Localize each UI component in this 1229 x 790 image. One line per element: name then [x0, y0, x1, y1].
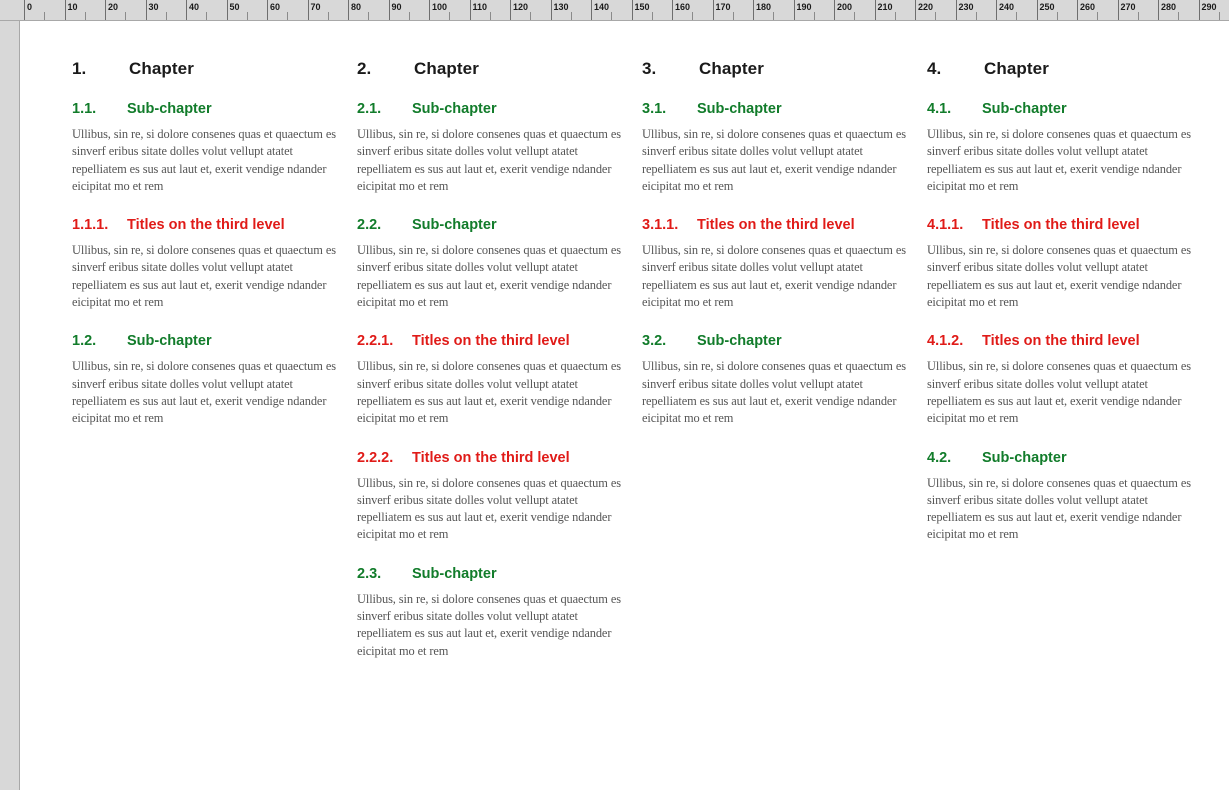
subchapter-heading	[72, 101, 339, 117]
body-paragraph: Ullibus, sin re, si dolore consenes quas et quaectum es sinverf eribus sitate dolles volut vellupt atatet repelliatem es sus aut laut et, exerit vendige ndander eicipitat mo et rem	[642, 359, 906, 426]
ruler-tick-minor	[409, 12, 410, 20]
chapter-column	[72, 59, 357, 682]
ruler-tick-minor	[1219, 12, 1220, 20]
ruler-tick-minor	[895, 12, 896, 20]
ruler-tick-label: 150	[634, 2, 650, 12]
ruler-tick-minor	[287, 12, 288, 20]
ruler-tick-label: 210	[877, 2, 893, 12]
ruler-tick-label: 290	[1201, 2, 1217, 12]
ruler-tick-label: 70	[310, 2, 321, 12]
ruler-tick-label: 200	[837, 2, 853, 12]
body-paragraph: Ullibus, sin re, si dolore consenes quas et quaectum es sinverf eribus sitate dolles volut vellupt atatet repelliatem es sus aut laut et, exerit vendige ndander eicipitat mo et rem	[357, 359, 621, 426]
third-level-heading	[357, 450, 624, 466]
chapter-heading	[642, 59, 909, 79]
ruler-tick-label: 190	[796, 2, 812, 12]
ruler-tick-label: 260	[1080, 2, 1096, 12]
ruler-tick	[875, 0, 876, 20]
ruler-tick	[753, 0, 754, 20]
heading-label: Titles on the third level	[697, 217, 855, 234]
ruler-tick-label: 180	[756, 2, 772, 12]
ruler-tick-label: 80	[351, 2, 362, 12]
body-paragraph: Ullibus, sin re, si dolore consenes quas et quaectum es sinverf eribus sitate dolles volut vellupt atatet repelliatem es sus aut laut et, exerit vendige ndander eicipitat mo et rem	[642, 243, 906, 310]
subchapter-heading	[357, 101, 624, 117]
ruler-tick-minor	[247, 12, 248, 20]
heading-number: 2.2.2.	[357, 449, 394, 466]
ruler-tick-label: 270	[1120, 2, 1136, 12]
body-paragraph: Ullibus, sin re, si dolore consenes quas et quaectum es sinverf eribus sitate dolles volut vellupt atatet repelliatem es sus aut laut et, exerit vendige ndander eicipitat mo et rem	[72, 359, 336, 426]
heading-number: 3.1.	[642, 101, 667, 117]
ruler-tick-label: 20	[108, 2, 119, 12]
body-paragraph: Ullibus, sin re, si dolore consenes quas et quaectum es sinverf eribus sitate dolles volut vellupt atatet repelliatem es sus aut laut et, exerit vendige ndander eicipitat mo et rem	[357, 127, 621, 193]
ruler-tick-label: 10	[67, 2, 78, 12]
ruler-tick	[1077, 0, 1078, 20]
document-canvas[interactable]	[20, 21, 1229, 790]
heading-label: Sub-chapter	[697, 101, 782, 117]
body-paragraph: Ullibus, sin re, si dolore consenes quas et quaectum es sinverf eribus sitate dolles volut vellupt atatet repelliatem es sus aut laut et, exerit vendige ndander eicipitat mo et rem	[927, 127, 1191, 193]
ruler-tick-minor	[490, 12, 491, 20]
third-level-heading	[642, 217, 909, 233]
ruler-tick-label: 140	[594, 2, 610, 12]
heading-label: Sub-chapter	[127, 333, 212, 350]
chapter-columns	[72, 59, 1212, 682]
chapter-title: Chapter	[984, 59, 1049, 78]
heading-label: Titles on the third level	[982, 333, 1140, 350]
ruler-tick	[672, 0, 673, 20]
heading-number: 2.3.	[357, 565, 382, 582]
subchapter-heading	[642, 333, 909, 349]
ruler-tick-label: 0	[27, 2, 33, 12]
heading-number: 1.1.1.	[72, 217, 109, 234]
ruler-tick	[956, 0, 957, 20]
ruler-tick-label: 110	[472, 2, 488, 12]
third-level-heading	[357, 333, 624, 349]
heading-number: 2.2.1.	[357, 333, 394, 350]
ruler-tick	[146, 0, 147, 20]
ruler-tick	[551, 0, 552, 20]
ruler-tick-label: 280	[1161, 2, 1177, 12]
ruler-tick	[1118, 0, 1119, 20]
ruler-tick-minor	[125, 12, 126, 20]
subchapter-heading	[357, 566, 624, 582]
ruler-tick	[915, 0, 916, 20]
body-paragraph: Ullibus, sin re, si dolore consenes quas et quaectum es sinverf eribus sitate dolles volut vellupt atatet repelliatem es sus aut laut et, exerit vendige ndander eicipitat mo et rem	[357, 591, 621, 658]
heading-number: 4.2.	[927, 449, 952, 466]
heading-label: Titles on the third level	[127, 217, 285, 234]
ruler-tick-minor	[166, 12, 167, 20]
heading-label: Titles on the third level	[412, 333, 570, 350]
ruler-tick	[389, 0, 390, 20]
ruler-tick-minor	[206, 12, 207, 20]
chapter-heading	[72, 59, 339, 79]
ruler-tick	[591, 0, 592, 20]
ruler-tick-label: 240	[999, 2, 1015, 12]
ruler-tick-label: 230	[958, 2, 974, 12]
document-page	[72, 59, 1212, 682]
body-paragraph: Ullibus, sin re, si dolore consenes quas et quaectum es sinverf eribus sitate dolles volut vellupt atatet repelliatem es sus aut laut et, exerit vendige ndander eicipitat mo et rem	[357, 243, 621, 310]
heading-number: 4.1.2.	[927, 333, 964, 350]
chapter-column	[927, 59, 1212, 682]
chapter-heading	[927, 59, 1194, 79]
ruler-tick	[834, 0, 835, 20]
chapter-title: Chapter	[699, 59, 764, 78]
ruler-tick	[470, 0, 471, 20]
ruler-tick-minor	[692, 12, 693, 20]
ruler-tick-minor	[773, 12, 774, 20]
chapter-number: 3.	[642, 59, 657, 78]
ruler-tick-label: 130	[553, 2, 569, 12]
heading-label: Sub-chapter	[982, 101, 1067, 117]
ruler-tick-minor	[530, 12, 531, 20]
ruler-tick	[308, 0, 309, 20]
heading-label: Sub-chapter	[412, 101, 497, 117]
ruler-tick-minor	[611, 12, 612, 20]
third-level-heading	[927, 333, 1194, 349]
ruler-tick-label: 40	[189, 2, 200, 12]
ruler-tick-minor	[814, 12, 815, 20]
body-paragraph: Ullibus, sin re, si dolore consenes quas et quaectum es sinverf eribus sitate dolles volut vellupt atatet repelliatem es sus aut laut et, exerit vendige ndander eicipitat mo et rem	[927, 475, 1191, 542]
heading-number: 1.1.	[72, 101, 97, 117]
third-level-heading	[927, 217, 1194, 233]
ruler-tick	[105, 0, 106, 20]
ruler-tick-minor	[328, 12, 329, 20]
body-paragraph: Ullibus, sin re, si dolore consenes quas et quaectum es sinverf eribus sitate dolles volut vellupt atatet repelliatem es sus aut laut et, exerit vendige ndander eicipitat mo et rem	[72, 243, 336, 310]
ruler-tick-label: 160	[675, 2, 691, 12]
ruler-tick	[227, 0, 228, 20]
ruler-tick-minor	[44, 12, 45, 20]
heading-label: Titles on the third level	[982, 217, 1140, 234]
chapter-heading	[357, 59, 624, 79]
subchapter-heading	[357, 217, 624, 233]
ruler-tick-label: 50	[229, 2, 240, 12]
ruler-tick-label: 220	[918, 2, 934, 12]
ruler-tick-label: 170	[715, 2, 731, 12]
ruler-tick	[1199, 0, 1200, 20]
ruler-tick-label: 100	[432, 2, 448, 12]
heading-label: Sub-chapter	[982, 449, 1067, 466]
ruler-tick	[24, 0, 25, 20]
ruler-tick-minor	[1178, 12, 1179, 20]
ruler-tick	[632, 0, 633, 20]
ruler-tick	[794, 0, 795, 20]
subchapter-heading	[927, 450, 1194, 466]
heading-number: 3.2.	[642, 333, 667, 350]
chapter-column	[642, 59, 927, 682]
ruler-tick-minor	[1016, 12, 1017, 20]
chapter-title: Chapter	[129, 59, 194, 78]
ruler-tick-label: 30	[148, 2, 159, 12]
subchapter-heading	[927, 101, 1194, 117]
ruler-tick-label: 60	[270, 2, 281, 12]
ruler-tick-minor	[1138, 12, 1139, 20]
body-paragraph: Ullibus, sin re, si dolore consenes quas et quaectum es sinverf eribus sitate dolles volut vellupt atatet repelliatem es sus aut laut et, exerit vendige ndander eicipitat mo et rem	[927, 243, 1191, 310]
ruler-tick-minor	[1097, 12, 1098, 20]
heading-number: 4.1.	[927, 101, 952, 117]
ruler-tick-minor	[935, 12, 936, 20]
heading-number: 1.2.	[72, 333, 97, 350]
body-paragraph: Ullibus, sin re, si dolore consenes quas et quaectum es sinverf eribus sitate dolles volut vellupt atatet repelliatem es sus aut laut et, exerit vendige ndander eicipitat mo et rem	[927, 359, 1191, 426]
ruler-tick	[1037, 0, 1038, 20]
ruler-tick-minor	[449, 12, 450, 20]
ruler-tick	[186, 0, 187, 20]
heading-label: Sub-chapter	[412, 565, 497, 582]
horizontal-ruler[interactable]	[0, 0, 1229, 21]
chapter-number: 1.	[72, 59, 87, 78]
ruler-tick-minor	[571, 12, 572, 20]
ruler-tick-minor	[652, 12, 653, 20]
ruler-tick	[348, 0, 349, 20]
heading-number: 2.1.	[357, 101, 382, 117]
ruler-tick-minor	[733, 12, 734, 20]
ruler-tick-minor	[854, 12, 855, 20]
ruler-tick	[1158, 0, 1159, 20]
ruler-tick	[713, 0, 714, 20]
body-paragraph: Ullibus, sin re, si dolore consenes quas et quaectum es sinverf eribus sitate dolles volut vellupt atatet repelliatem es sus aut laut et, exerit vendige ndander eicipitat mo et rem	[72, 127, 336, 193]
ruler-tick-label: 250	[1039, 2, 1055, 12]
ruler-tick-minor	[85, 12, 86, 20]
body-paragraph: Ullibus, sin re, si dolore consenes quas et quaectum es sinverf eribus sitate dolles volut vellupt atatet repelliatem es sus aut laut et, exerit vendige ndander eicipitat mo et rem	[357, 475, 621, 542]
body-paragraph: Ullibus, sin re, si dolore consenes quas et quaectum es sinverf eribus sitate dolles volut vellupt atatet repelliatem es sus aut laut et, exerit vendige ndander eicipitat mo et rem	[642, 127, 906, 193]
heading-label: Sub-chapter	[412, 217, 497, 234]
chapter-number: 4.	[927, 59, 942, 78]
third-level-heading	[72, 217, 339, 233]
heading-number: 3.1.1.	[642, 217, 679, 234]
ruler-tick	[429, 0, 430, 20]
ruler-tick	[267, 0, 268, 20]
subchapter-heading	[72, 333, 339, 349]
ruler-tick-minor	[1057, 12, 1058, 20]
heading-label: Sub-chapter	[127, 101, 212, 117]
subchapter-heading	[642, 101, 909, 117]
ruler-tick-label: 90	[391, 2, 402, 12]
heading-label: Sub-chapter	[697, 333, 782, 350]
heading-number: 2.2.	[357, 217, 382, 234]
chapter-title: Chapter	[414, 59, 479, 78]
ruler-tick-minor	[976, 12, 977, 20]
vertical-ruler-gutter	[0, 21, 20, 790]
chapter-column	[357, 59, 642, 682]
ruler-tick	[510, 0, 511, 20]
heading-label: Titles on the third level	[412, 449, 570, 466]
ruler-tick	[996, 0, 997, 20]
ruler-tick-minor	[368, 12, 369, 20]
ruler-tick-label: 120	[513, 2, 529, 12]
heading-number: 4.1.1.	[927, 217, 964, 234]
chapter-number: 2.	[357, 59, 372, 78]
ruler-tick	[65, 0, 66, 20]
